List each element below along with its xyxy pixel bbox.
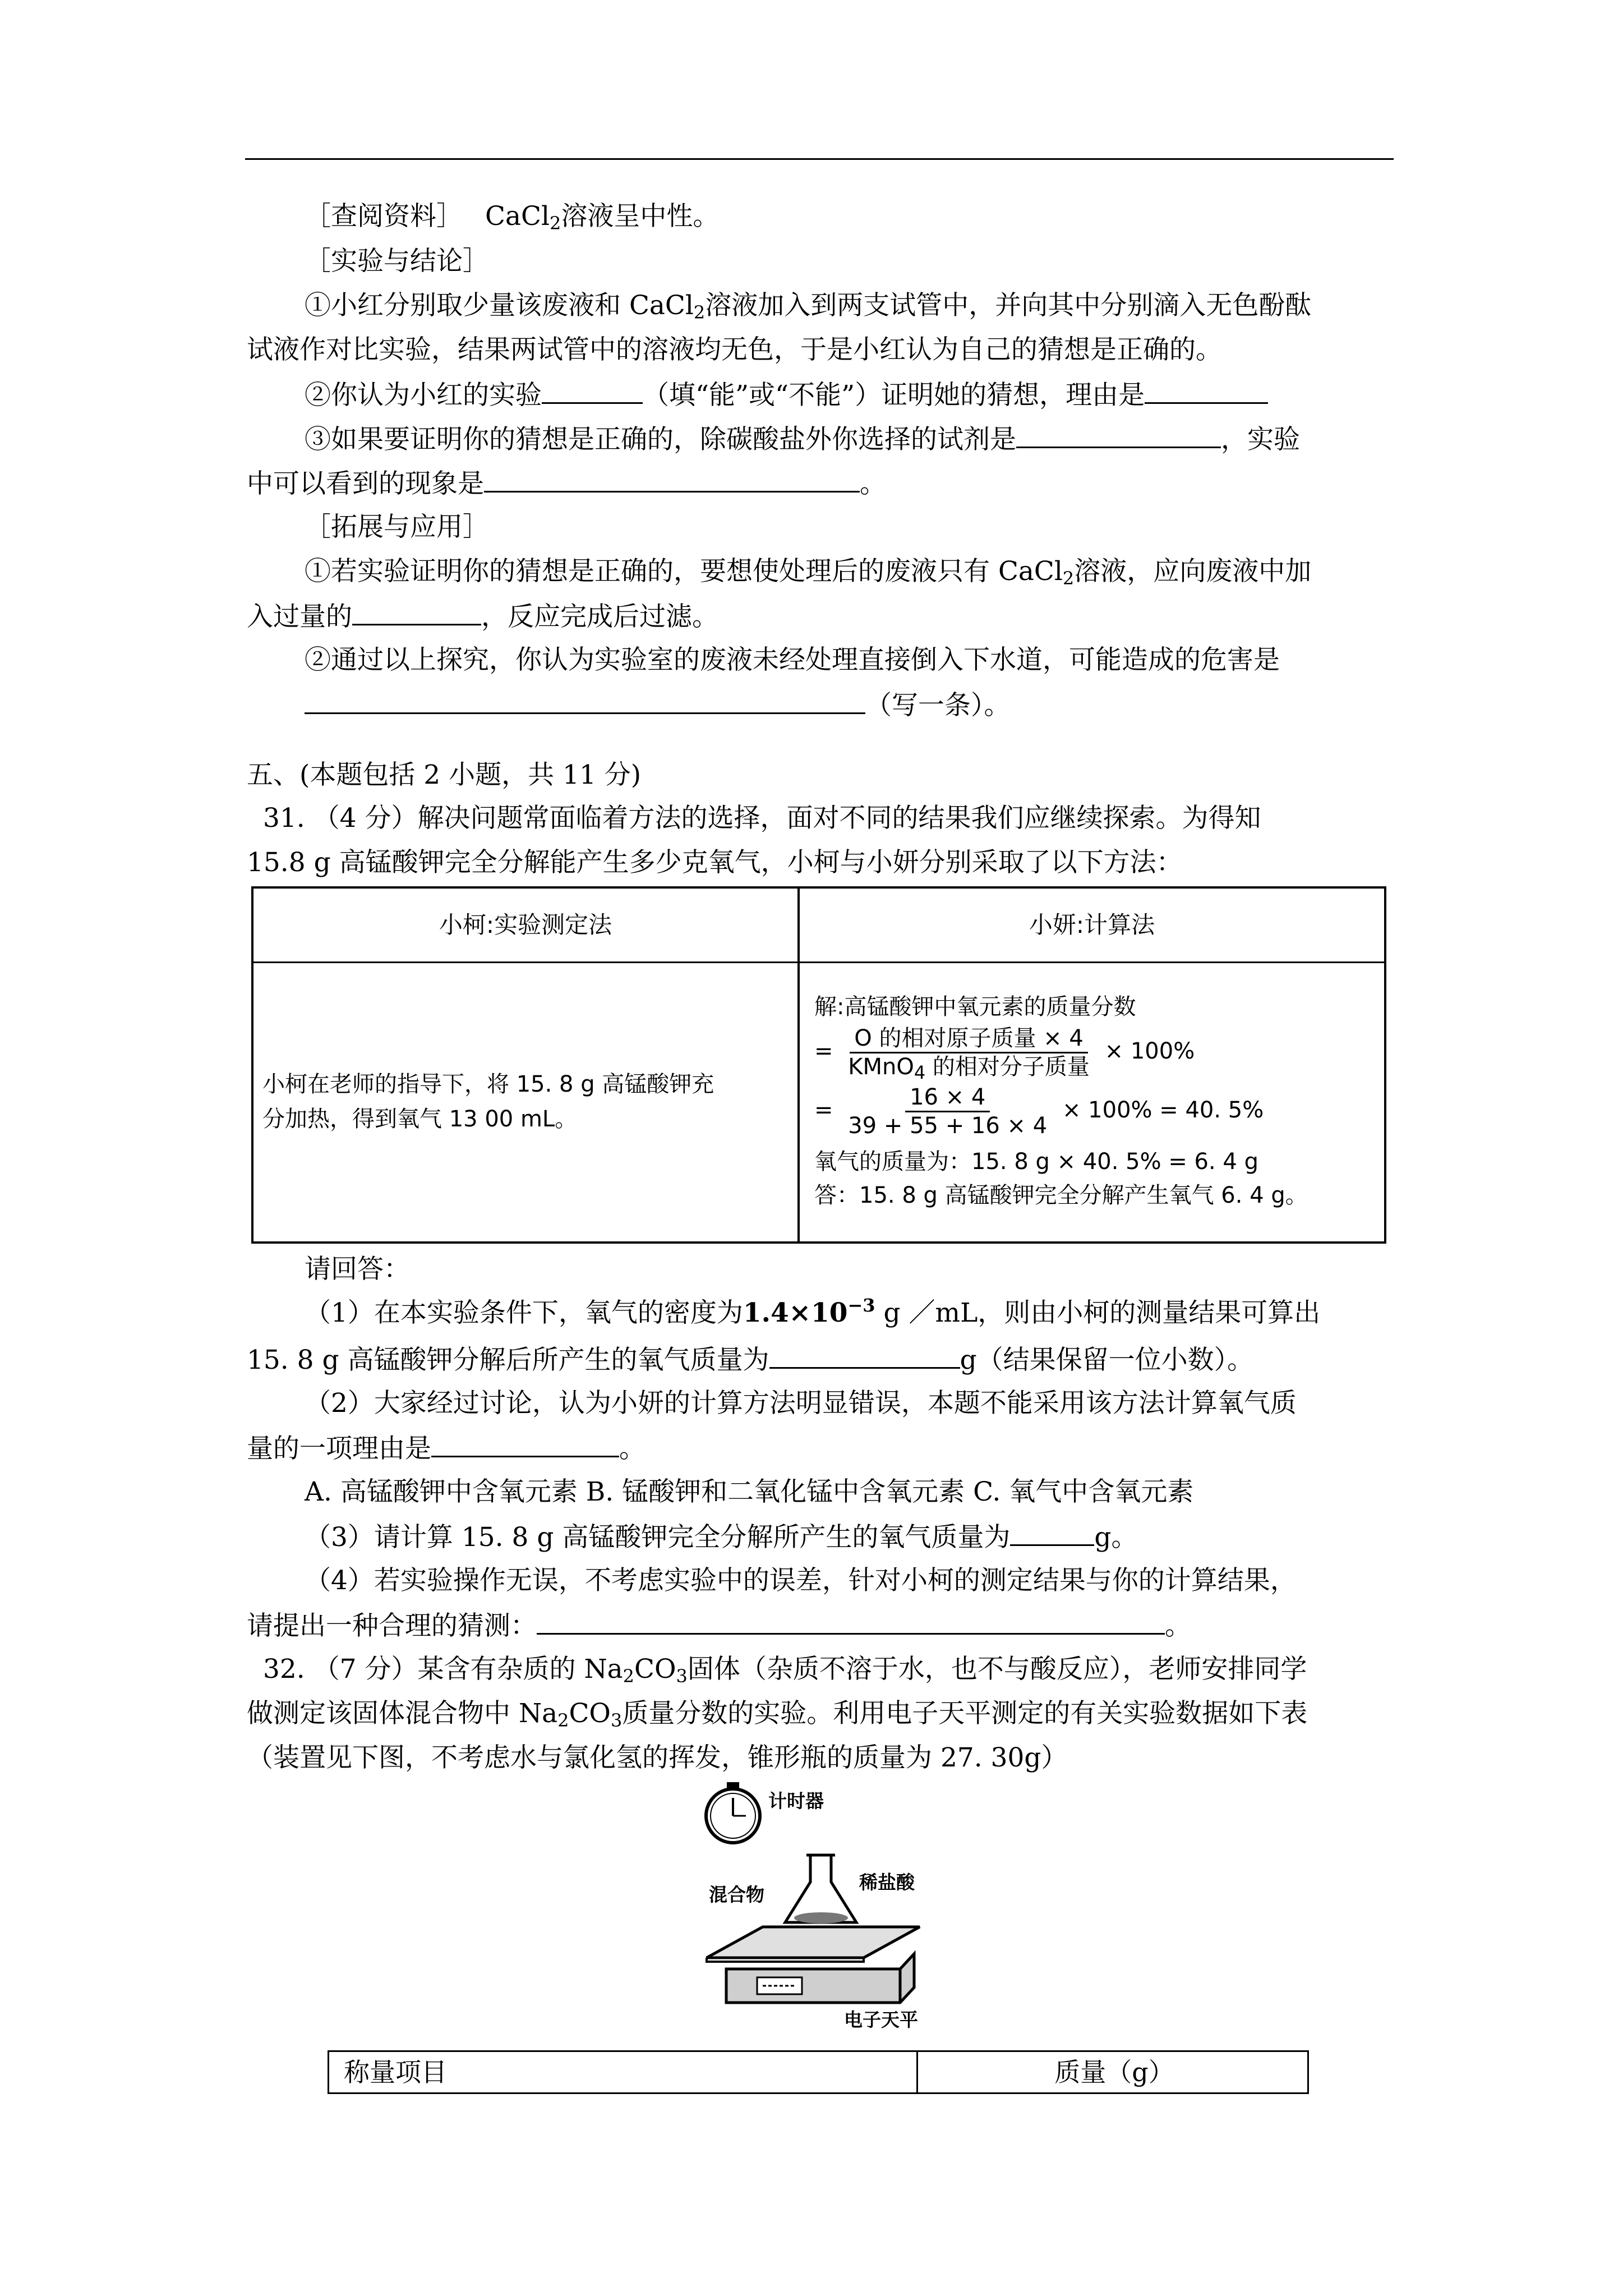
experiment-step-1: ①小红分别取少量该废液和 CaCl$_2$溶液加入到两支试管中，并向其中分别滴入无色酚酞 <box>305 290 1312 323</box>
extension-step-1: ①若实验证明你的猜想是正确的，要想使处理后的废液只有 CaCl$_2$溶液，应向废液中加 <box>305 556 1312 589</box>
stopwatch-icon <box>706 1782 760 1843</box>
q32-line-2: 做测定该固体混合物中 $Na_2CO_3$质量分数的实验。利用电子天平测定的有关实验数据如下表 <box>247 1698 1308 1731</box>
answer-blank[interactable] <box>537 1609 1165 1635</box>
q31-options: A. 高锰酸钾中含氧元素 B. 锰酸钾和二氧化锰中含氧元素 C. 氧气中含氧元素 <box>305 1476 1194 1507</box>
experiment-step-3: ③如果要证明你的猜想是正确的，除碳酸盐外你选择的试剂是 ，实验 <box>305 424 1300 455</box>
q31-intro-cont: 15.8 g 高锰酸钾完全分解能产生多少克氧气，小柯与小妍分别采取了以下方法： <box>247 847 1183 878</box>
experiment-description-1: 小柯在老师的指导下，将 15. 8 g 高锰酸钾充 <box>262 1071 714 1097</box>
answer-blank[interactable] <box>1010 1521 1094 1546</box>
extension-tag: ［拓展与应用］ <box>305 512 489 542</box>
balance-icon <box>707 1927 920 2003</box>
extension-step-2-cont: （写一条）。 <box>305 689 1011 721</box>
experiment-tag: ［实验与结论］ <box>305 246 489 277</box>
experiment-step-1-cont: 试液作对比实验，结果两试管中的溶液均无色，于是小红认为自己的猜想是正确的。 <box>247 334 1222 365</box>
flask-icon <box>785 1855 856 1924</box>
answer-blank[interactable] <box>352 600 481 625</box>
reference-line: ［查阅资料］ CaCl$_2$溶液呈中性。 <box>305 201 720 234</box>
answer-blank[interactable] <box>431 1432 619 1457</box>
solution-fraction-1: = $\frac{\text{O 的相对原子质量 × 4}}{KMnO_4 的相对分子质量}$ × 100% <box>814 1025 1195 1083</box>
extension-step-2: ②通过以上探究，你认为实验室的废液未经处理直接倒入下水道，可能造成的危害是 <box>305 645 1280 675</box>
section-heading: 五、(本题包括 2 小题，共 11 分) <box>247 760 642 790</box>
q32-data-table <box>328 2050 1309 2094</box>
solution-line-5: 答：15. 8 g 高锰酸钾完全分解产生氧气 6. 4 g。 <box>814 1182 1308 1208</box>
extension-step-1-cont: 入过量的 ，反应完成后过滤。 <box>247 601 718 632</box>
solution-line-4: 氧气的质量为：15. 8 g × 40. 5% = 6. 4 g <box>814 1149 1258 1175</box>
experiment-description-2: 分加热，得到氧气 13 00 mL。 <box>262 1106 578 1132</box>
q32-line-3: （装置见下图，不考虑水与氯化氢的挥发，锥形瓶的质量为 27. 30g） <box>247 1742 1068 1773</box>
table-header-mass: 质量（g） <box>1054 2057 1174 2087</box>
experiment-step-2: ②你认为小红的实验 （填“能”或“不能”）证明她的猜想，理由是 <box>305 379 1268 411</box>
answer-prompt: 请回答： <box>305 1254 410 1285</box>
q31-sub1-cont: 15. 8 g 高锰酸钾分解后所产生的氧气质量为 g（结果保留一位小数）。 <box>247 1345 1254 1375</box>
q31-method-table <box>251 886 1386 1244</box>
answer-blank[interactable] <box>484 467 860 493</box>
balance-label: 电子天平 <box>844 2009 918 2031</box>
answer-blank[interactable] <box>1016 423 1221 448</box>
q32-line-1: 32. （7 分）某含有杂质的 $Na_2CO_3$固体（杂质不溶于水，也不与酸反应），老师安排同学 <box>263 1654 1307 1687</box>
q31-sub4-cont: 请提出一种合理的猜测： 。 <box>247 1611 1191 1641</box>
q31-sub4: （4）若实验操作无误，不考虑实验中的误差，针对小柯的测定结果与你的计算结果， <box>305 1565 1297 1596</box>
answer-blank[interactable] <box>1145 379 1268 404</box>
header-rule <box>245 158 1394 160</box>
q31-sub2: （2）大家经过讨论，认为小妍的计算方法明显错误，本题不能采用该方法计算氧气质 <box>305 1388 1297 1419</box>
answer-blank[interactable] <box>542 379 643 404</box>
answer-blank[interactable] <box>305 689 865 714</box>
answer-blank[interactable] <box>769 1343 960 1369</box>
q31-sub2-cont: 量的一项理由是 。 <box>247 1433 645 1464</box>
experiment-step-3-cont: 中可以看到的现象是 。 <box>247 468 886 499</box>
q31-sub1: （1）在本实验条件下，氧气的密度为$1.4\times 10^{-3}$ g ／mL，则由小柯的测量结果可算出 <box>305 1295 1321 1328</box>
q31-sub3: （3）请计算 15. 8 g 高锰酸钾完全分解所产生的氧气质量为 g。 <box>305 1522 1138 1553</box>
solution-fraction-2: = $\frac{16 \times 4}{39 + 55 + 16 \times 4}$ × 100% = 40. 5% <box>814 1084 1264 1139</box>
acid-label: 稀盐酸 <box>859 1871 915 1893</box>
table-header-calculation: 小妍:计算法 <box>800 889 1384 963</box>
q31-intro: 31. （4 分）解决问题常面临着方法的选择，面对不同的结果我们应继续探索。为得知 <box>263 803 1261 834</box>
table-divider <box>797 889 800 1241</box>
table-header-item: 称量项目 <box>329 2052 918 2092</box>
timer-label: 计时器 <box>768 1790 824 1812</box>
reference-tag: ［查阅资料］ <box>305 201 463 232</box>
solution-line-1: 解:高锰酸钾中氧元素的质量分数 <box>814 994 1136 1020</box>
mixture-label: 混合物 <box>709 1884 764 1906</box>
table-header-experiment: 小柯:实验测定法 <box>253 889 797 963</box>
